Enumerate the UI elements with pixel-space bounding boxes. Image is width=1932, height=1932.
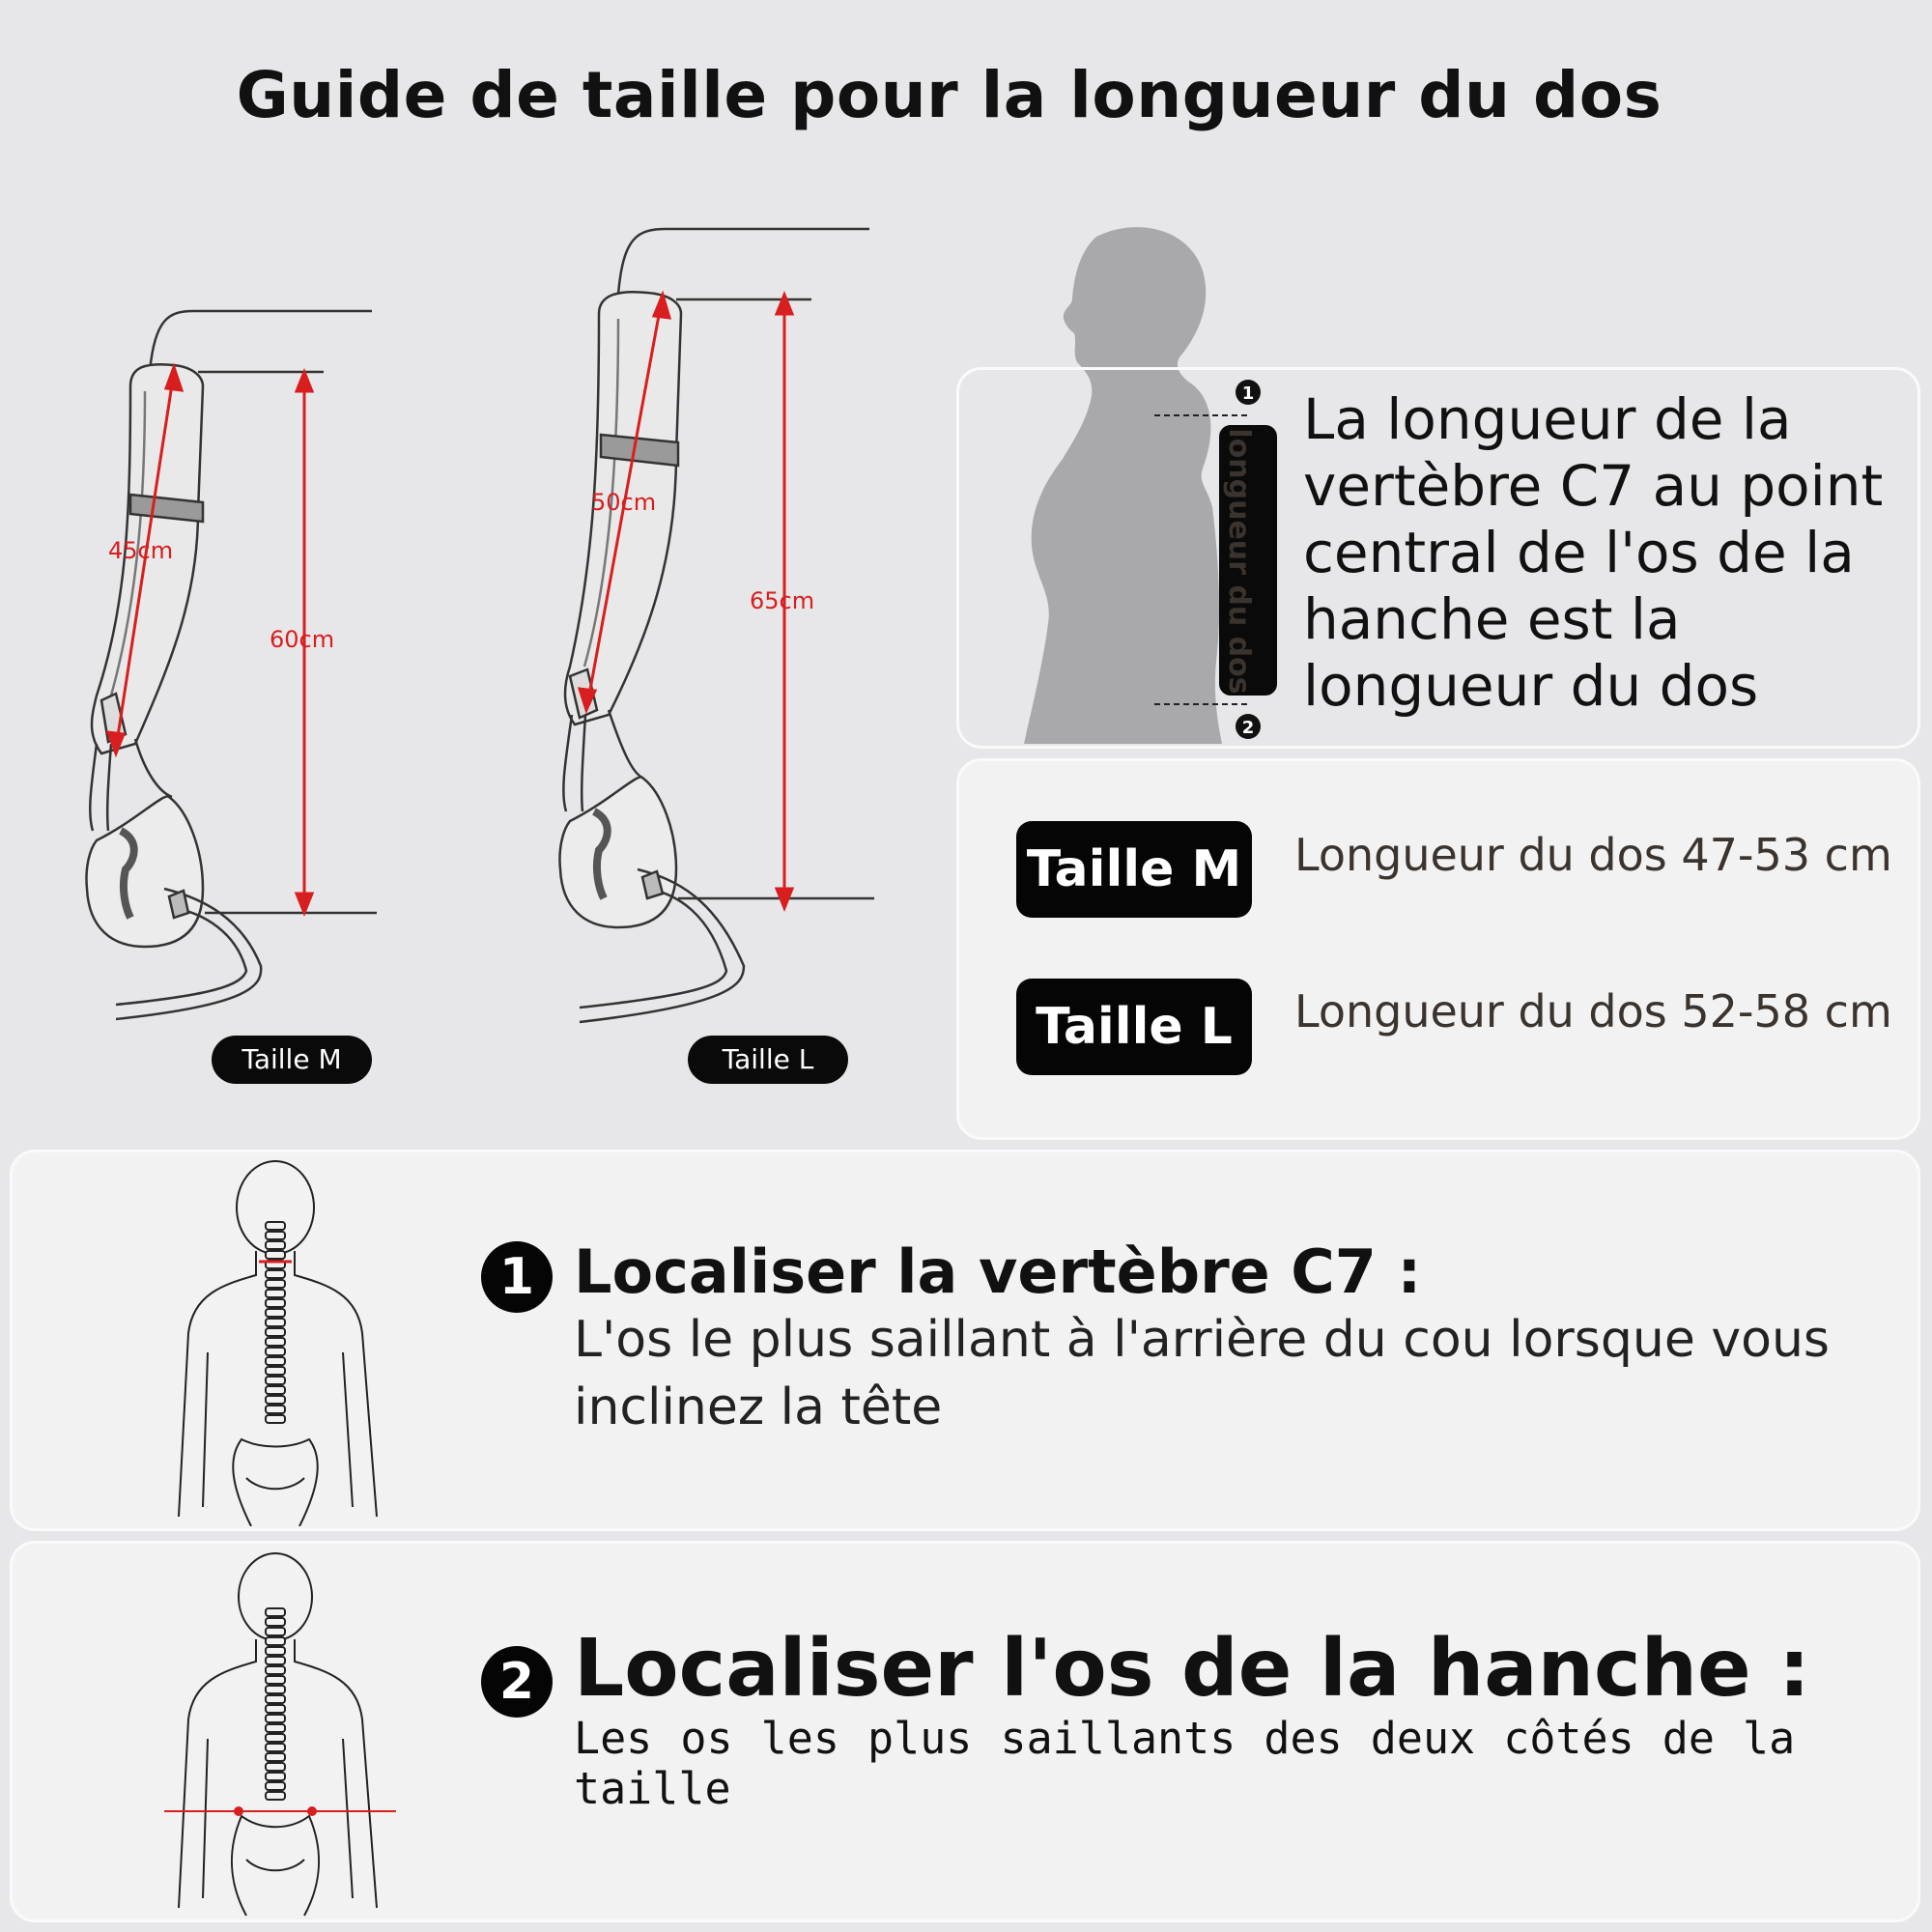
size-l-label: Taille L (688, 1036, 848, 1084)
step-2-title: Localiser l'os de la hanche : (574, 1623, 1810, 1715)
badge-size-l: Taille L (1016, 979, 1252, 1075)
step-1-description: L'os le plus saillant à l'arrière du cou lorsque vous inclinez la tête (574, 1311, 1831, 1436)
badge-size-m: Taille M (1016, 821, 1252, 918)
svg-text:1: 1 (1241, 384, 1255, 404)
size-l-range: Longueur du dos 52-58 cm (1294, 985, 1892, 1037)
definition-card (956, 367, 1920, 749)
step-2-description: Les os les plus saillants des deux côtés de la taille (574, 1713, 1796, 1814)
back-length-vertical-label: longueur du dos (1222, 428, 1256, 695)
spine-hip-illustration (159, 1550, 401, 1918)
step-2-number: 2 (481, 1646, 553, 1718)
harness-diagram (0, 193, 956, 1121)
definition-text: La longueur de la vertèbre C7 au point central de l'os de la hanche est la longueur du dos (1303, 386, 1884, 719)
size-card (956, 758, 1920, 1140)
page-title: Guide de taille pour la longueur du dos (236, 58, 1662, 132)
spine-c7-illustration (164, 1159, 396, 1526)
svg-text:2: 2 (1241, 718, 1255, 738)
size-m-range: Longueur du dos 47-53 cm (1294, 829, 1892, 881)
step-1-number: 1 (481, 1241, 553, 1313)
strap-length-l: 50cm (591, 489, 657, 516)
size-m-label: Taille M (212, 1036, 372, 1084)
back-length-m: 60cm (270, 626, 335, 653)
harness-l-illustration (559, 229, 874, 1022)
strap-length-m: 45cm (108, 537, 174, 564)
step-1-title: Localiser la vertèbre C7 : (574, 1236, 1422, 1307)
back-length-l: 65cm (750, 587, 815, 614)
